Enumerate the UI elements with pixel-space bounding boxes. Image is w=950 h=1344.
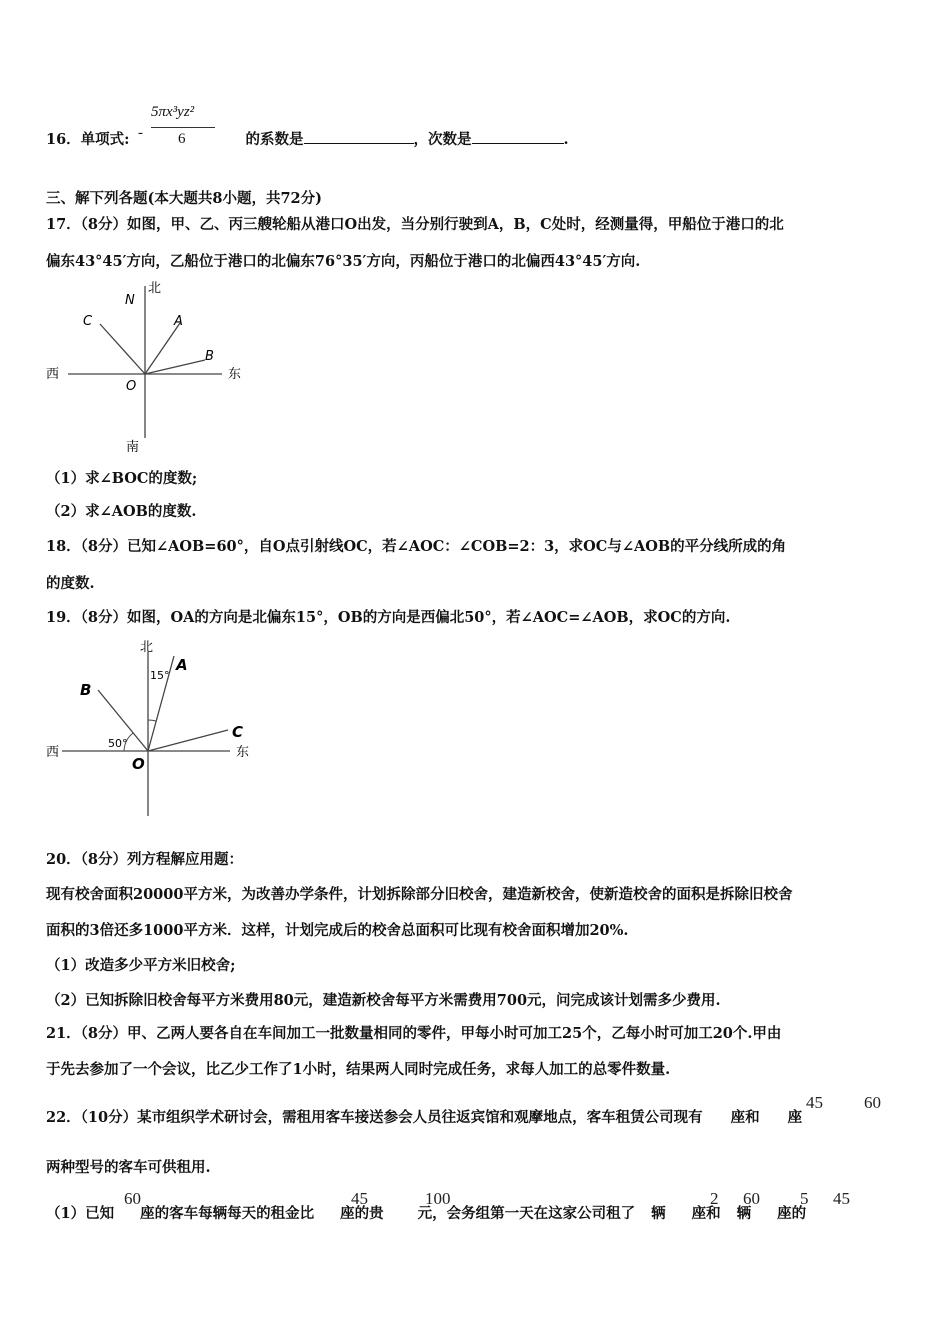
q22-sub1-60b: 60 (743, 1189, 760, 1208)
q20-line1: 20．（8分）列方程解应用题： (46, 851, 244, 868)
q20-line3: 面积的3倍还多1000平方米．这样，计划完成后的校舍总面积可比现有校舍面积增加20%. (46, 922, 629, 939)
q22-sub1-c: 座的贵 (340, 1205, 384, 1222)
q16-prefix: 16．单项式: (46, 131, 130, 148)
q16-coefficient-blank[interactable] (304, 129, 414, 144)
q17-figure (40, 278, 260, 456)
q22-sub1-h: 座的 (777, 1205, 807, 1222)
q19-label-north: 北 (140, 640, 154, 655)
section-heading: 三、解下列各题(本大题共8小题，共72分) (46, 190, 322, 207)
q17-label-west: 西 (46, 367, 60, 382)
q22-sub1-f: 座和 (691, 1205, 721, 1222)
q22-sub1-e: 辆 (651, 1205, 666, 1222)
q17-ray-oc (100, 324, 145, 374)
q17-label-a: A (174, 314, 183, 329)
fraction-bar (151, 127, 215, 128)
q22-sub1-a: （1）已知 (46, 1205, 115, 1222)
q21-line2: 于先去参加了一个会议，比乙少工作了1小时，结果两人同时完成任务，求每人加工的总零件数量. (46, 1061, 671, 1078)
q17-line2: 偏东43°45′方向，乙船位于港口的北偏东76°35′方向，丙船位于港口的北偏西43°45′方向. (46, 253, 641, 270)
q22-sub1-45: 45 (351, 1189, 368, 1208)
q20-line2: 现有校舍面积20000平方米，为改善办学条件，计划拆除部分旧校舍，建造新校舍，使新造校舍的面积是拆除旧校舍 (46, 886, 793, 903)
q17-label-south: 南 (126, 440, 140, 455)
q20-sub2: （2）已知拆除旧校舍每平方米费用80元，建造新校舍每平方米需费用700元，问完成该计划需多少费用. (46, 992, 721, 1009)
q16-minus: - (138, 125, 143, 141)
q17-ray-ob (145, 360, 205, 374)
q21-line1: 21．（8分）甲、乙两人要各自在车间加工一批数量相同的零件，甲每小时可加工25个，乙每小时可加工20个.甲由 (46, 1025, 782, 1042)
q22-seat-45: 45 (806, 1093, 823, 1112)
q17-label-north: 北 (148, 281, 162, 296)
q22-sub1-45b: 45 (833, 1189, 850, 1208)
q22-line1c: 座 (787, 1109, 803, 1126)
q19-label-c: C (232, 723, 244, 741)
q22-sub1-g: 辆 (736, 1205, 752, 1222)
q17-sub1: （1）求∠BOC的度数; (46, 470, 198, 487)
q19-label-b: B (80, 681, 92, 699)
q17-label-b: B (205, 349, 214, 364)
q17-label-east: 东 (228, 367, 242, 382)
q22-sub1-b: 座的客车每辆每天的租金比 (140, 1205, 315, 1222)
q22-sub1-d: 元，会务组第一天在这家公司租了 (417, 1205, 636, 1222)
q19-label-a: A (176, 656, 188, 674)
q22-line1a: 22．（10分）某市组织学术研讨会，需租用客车接送参会人员往返宾馆和观摩地点，客车租赁公司现有 (46, 1109, 703, 1126)
q19-label-west: 西 (46, 745, 60, 760)
q19-angle-arc-15 (148, 720, 156, 721)
q16-end: . (563, 131, 569, 148)
q18-line1: 18．（8分）已知∠AOB=60°，自O点引射线OC，若∠AOC：∠COB=2：3，求OC与∠AOB的平分线所成的角 (46, 538, 787, 555)
q17-ray-oa (145, 323, 180, 374)
q20-sub1: （1）改造多少平方米旧校舍; (46, 957, 236, 974)
q16-comma: ，次数是 (413, 131, 472, 148)
q19-label-50: 50° (108, 737, 128, 750)
q19-label-o: O (132, 755, 145, 773)
q22-sub1-60: 60 (124, 1189, 141, 1208)
q22-sub1-5: 5 (800, 1189, 809, 1208)
q19-figure (40, 632, 270, 822)
q22-seat-60: 60 (864, 1093, 881, 1112)
q16-numerator: 5πx³yz² (151, 104, 195, 120)
q16-degree-blank[interactable] (472, 129, 564, 144)
q17-sub2: （2）求∠AOB的度数. (46, 503, 197, 520)
q22-line2: 两种型号的客车可供租用. (46, 1159, 211, 1176)
q19-line1: 19．（8分）如图，OA的方向是北偏东15°，OB的方向是西偏北50°，若∠AOC=∠AOB，求OC的方向. (46, 609, 731, 626)
q19-label-15: 15° (150, 669, 170, 682)
q16-mid: 的系数是 (245, 131, 304, 148)
q16-line (46, 128, 569, 149)
q22-line1 (46, 1106, 802, 1127)
q16-denominator: 6 (178, 131, 186, 147)
q17-line1: 17．（8分）如图，甲、乙、丙三艘轮船从港口O出发，当分别行驶到A，B，C处时，经测量得，甲船位于港口的北 (46, 216, 784, 233)
q22-sub1-2: 2 (710, 1189, 719, 1208)
q19-ray-oc (148, 730, 228, 751)
q18-line2: 的度数. (46, 575, 95, 592)
q22-sub1-100: 100 (425, 1189, 451, 1208)
q17-label-n: N (125, 293, 135, 308)
q17-label-c: C (83, 314, 93, 329)
q17-label-o: O (126, 379, 137, 394)
q22-line1b: 座和 (730, 1109, 760, 1126)
q19-label-east: 东 (236, 745, 250, 760)
